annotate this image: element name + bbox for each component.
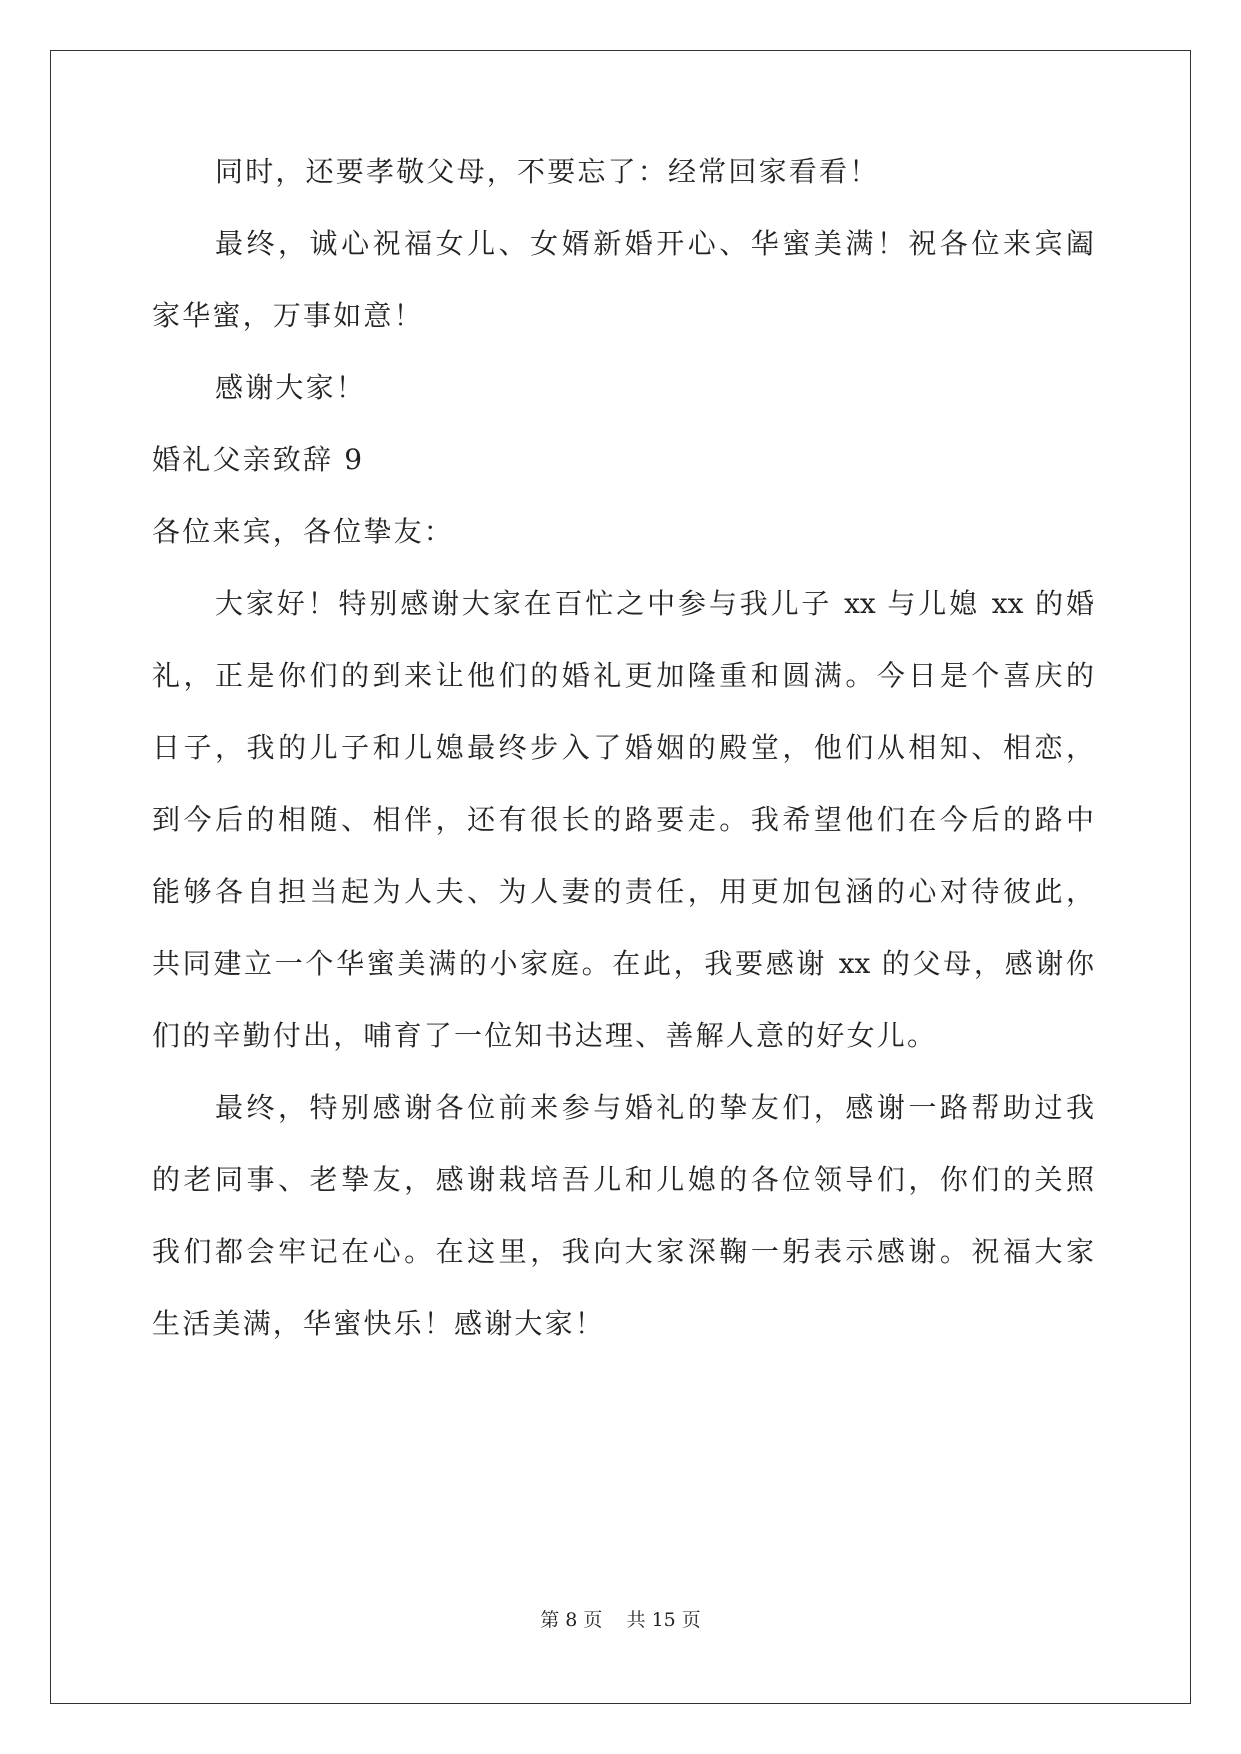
paragraph-line: 日子，我的儿子和儿媳最终步入了婚姻的殿堂，他们从相知、相恋， bbox=[152, 731, 1094, 764]
section-heading: 婚礼父亲致辞 9 bbox=[152, 443, 365, 476]
paragraph-line: 礼，正是你们的到来让他们的婚礼更加隆重和圆满。今日是个喜庆的 bbox=[152, 659, 1094, 692]
paragraph-line: 最终，诚心祝福女儿、女婿新婚开心、华蜜美满！祝各位来宾阖 bbox=[215, 227, 1094, 260]
paragraph-line: 家华蜜，万事如意！ bbox=[152, 299, 424, 332]
paragraph-line: 共同建立一个华蜜美满的小家庭。在此，我要感谢 xx 的父母，感谢你 bbox=[152, 947, 1094, 980]
paragraph-line: 生活美满，华蜜快乐！感谢大家！ bbox=[152, 1307, 606, 1340]
paragraph-line: 同时，还要孝敬父母，不要忘了：经常回家看看！ bbox=[215, 155, 880, 188]
paragraph-line: 的老同事、老挚友，感谢栽培吾儿和儿媳的各位领导们，你们的关照 bbox=[152, 1163, 1094, 1196]
paragraph-line: 大家好！特别感谢大家在百忙之中参与我儿子 xx 与儿媳 xx 的婚 bbox=[215, 587, 1094, 620]
page-total: 共 15 页 bbox=[626, 1609, 701, 1631]
paragraph-line: 到今后的相随、相伴，还有很长的路要走。我希望他们在今后的路中 bbox=[152, 803, 1094, 836]
paragraph-line: 最终，特别感谢各位前来参与婚礼的挚友们，感谢一路帮助过我 bbox=[215, 1091, 1094, 1124]
paragraph-line: 我们都会牢记在心。在这里，我向大家深鞠一躬表示感谢。祝福大家 bbox=[152, 1235, 1094, 1268]
page-number: 第 8 页 bbox=[540, 1609, 603, 1631]
paragraph-line: 们的辛勤付出，哺育了一位知书达理、善解人意的好女儿。 bbox=[152, 1019, 938, 1052]
salutation: 各位来宾，各位挚友： bbox=[152, 515, 455, 548]
page-footer bbox=[0, 1608, 1241, 1632]
paragraph-line: 感谢大家！ bbox=[215, 371, 367, 404]
paragraph-line: 能够各自担当起为人夫、为人妻的责任，用更加包涵的心对待彼此， bbox=[152, 875, 1094, 908]
